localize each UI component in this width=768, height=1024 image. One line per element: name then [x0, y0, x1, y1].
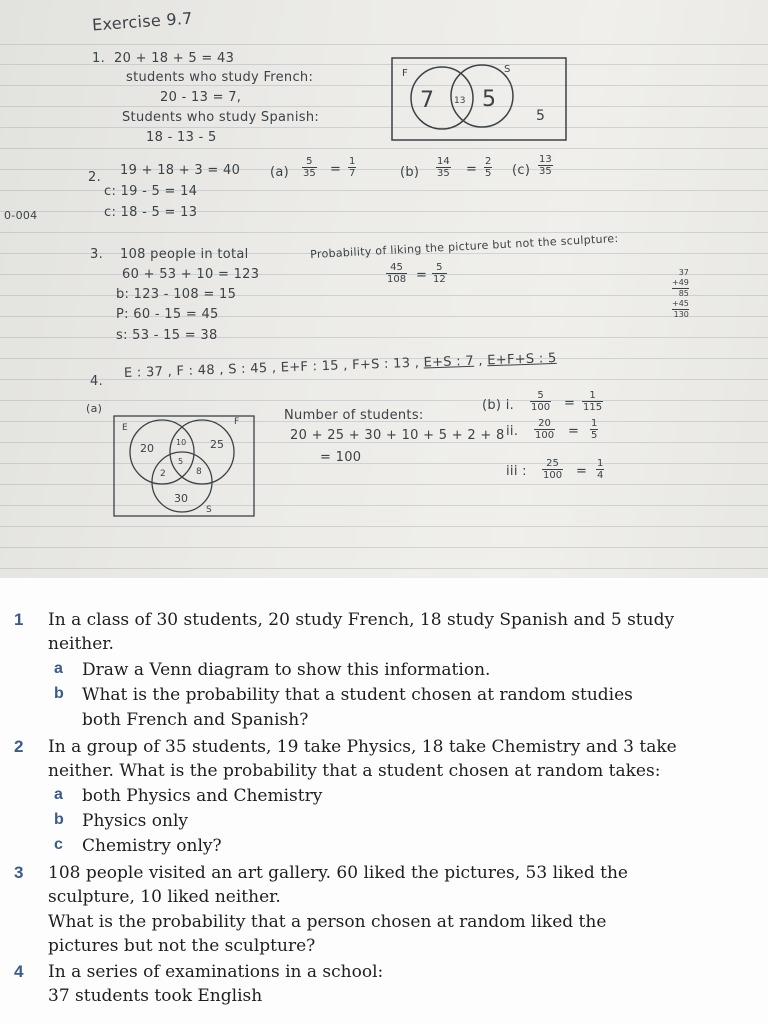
venn2-efs: 5 — [178, 457, 184, 466]
tb-q1-line1: In a class of 30 students, 20 study French, 18 study Spanish and 5 study — [48, 610, 675, 630]
textbook-page — [0, 578, 768, 1024]
q2-number: 2. — [88, 170, 102, 185]
q3-line2: 60 + 53 + 10 = 123 — [122, 267, 260, 282]
margin-note: 0-004 — [4, 209, 38, 222]
q4b-label: (b) i. — [482, 398, 515, 413]
q2c-fraction: $\frac{13}{35}$ — [539, 154, 552, 177]
q4a-label: (a) — [86, 402, 103, 415]
q1-line5: 18 - 13 - 5 — [146, 130, 217, 145]
q4bi-result: $\frac{1}{115}$ — [583, 390, 603, 413]
q4-count-line3: = 100 — [320, 450, 362, 465]
venn1-label-f: F — [402, 68, 408, 79]
tb-q2-number: 2 — [14, 737, 24, 756]
venn2-e-only: 20 — [140, 442, 154, 455]
q4-totals: E : 37 , F : 48 , S : 45 , E+F : 15 , F+S : 13 , E+S : 7 , E+F+S : 5 — [123, 350, 557, 381]
q2b-fraction: $\frac{14}{35}$ — [437, 156, 450, 179]
q3-number: 3. — [90, 247, 104, 262]
q4bii-result: $\frac{1}{5}$ — [591, 418, 598, 441]
tb-q2a-text: both Physics and Chemistry — [82, 786, 323, 806]
venn2-f-only: 25 — [210, 438, 224, 451]
q4bii-fraction: $\frac{20}{100}$ — [535, 418, 555, 441]
tb-q3-line2: sculpture, 10 liked neither. — [48, 887, 281, 907]
venn1-neither: 5 — [536, 108, 545, 124]
q2b-result: $\frac{2}{5}$ — [485, 156, 492, 179]
venn1-label-s: S — [504, 64, 511, 75]
tb-q1b-line1: What is the probability that a student chosen at random studies — [82, 685, 633, 705]
tb-q1-number: 1 — [14, 610, 24, 629]
q4biii-label: iii : — [506, 464, 527, 479]
tb-q3-number: 3 — [14, 863, 24, 882]
tb-q1a-text: Draw a Venn diagram to show this information. — [82, 660, 491, 680]
q1-line4: Students who study Spanish: — [122, 110, 320, 125]
venn2-es: 2 — [160, 469, 166, 479]
q2a-result: $\frac{1}{7}$ — [349, 156, 356, 179]
tb-q4-line1: In a series of examinations in a school: — [48, 962, 384, 982]
q2-line1: 19 + 18 + 3 = 40 — [120, 163, 241, 178]
tb-q3-line1: 108 people visited an art gallery. 60 liked the pictures, 53 liked the — [48, 863, 628, 883]
venn2-label-e: E — [122, 423, 128, 433]
q3-line3: b: 123 - 108 = 15 — [116, 287, 237, 302]
venn1-spanish-only: 5 — [482, 87, 496, 112]
tb-q2c-text: Chemistry only? — [82, 836, 222, 856]
tb-q2-line1: In a group of 35 students, 19 take Physics, 18 take Chemistry and 3 take — [48, 737, 677, 757]
q1-line3: 20 - 13 = 7, — [160, 90, 242, 105]
tb-q2b-text: Physics only — [82, 811, 189, 831]
q3-side-working: 37 +49 85 +45 130 — [672, 268, 689, 319]
q4bii-label: ii. — [506, 424, 519, 439]
q3-result: $\frac{5}{12}$ — [433, 262, 446, 285]
q3-equals: = — [416, 268, 428, 283]
tb-q3-line3: What is the probability that a person chosen at random liked the — [48, 912, 607, 932]
q4-count-line1: Number of students: — [284, 408, 424, 423]
tb-q4-line2: 37 students took English — [48, 986, 263, 1006]
notebook-photo: Exercise 9.7 0-004 1. 20 + 18 + 5 = 43 students who study French: 20 - 13 = 7, Students who study Spanish: 18 - 13 - 5 F S 7 13 5 5 2. 19 + 18 + 3 = 40 c: 19 - 5 = 14 c: 18 - 5 = 13 (a) $\frac{5}{35}$ = $\frac{1}{7}$ (b) $\frac{14}{35}$ = $\frac{2}{5}$ (c) $\frac{13}{35}$ 3. 108 people in total 60 + 53 + 10 = 123 b: 123 - 108 = 15 P: 60 - 15 = 45 s: 53 - 15 = 38 Probability of liking the picture but not the sculpture: $\frac{45}{108}$ = $\frac{5}{12}$ 37 +49 85 +45 130 4. E : 37 , F : 48 , S : 45 , E+F : 15 , F+S : 13 , E+S : 7 , E+F+S : 5 (a) E F S 20 10 25 5 2 8 30 Number of students: 20 + 25 + 30 + 10 + 5 + 2 + 8 = 100 (b) i. $\frac{5}{100}$ = $\frac{1}{115}$ ii. $\frac{20}{100}$ = $\frac{1}{5}$ iii : $\frac{25}{100}$ = $\frac{1}{4}$ — [0, 0, 768, 578]
q2-line3: c: 18 - 5 = 13 — [104, 205, 198, 220]
venn2-label-s: S — [206, 505, 212, 515]
q3-line5: s: 53 - 15 = 38 — [116, 328, 218, 343]
q4-number: 4. — [90, 374, 104, 389]
q1-line2: students who study French: — [126, 70, 314, 85]
tb-q2c-letter: c — [54, 836, 63, 853]
q2a-equals: = — [330, 162, 342, 177]
tb-q4-number: 4 — [14, 962, 24, 981]
q3-line1: 108 people in total — [120, 247, 249, 262]
tb-q3-line4: pictures but not the sculpture? — [48, 936, 316, 956]
tb-q2a-letter: a — [54, 786, 63, 803]
exercise-heading: Exercise 9.7 — [91, 8, 194, 35]
q2b-equals: = — [466, 162, 478, 177]
q4-venn-diagram — [110, 410, 260, 520]
q2b-label: (b) — [400, 165, 420, 180]
q4bi-fraction: $\frac{5}{100}$ — [531, 390, 551, 413]
q4-count-line2: 20 + 25 + 30 + 10 + 5 + 2 + 8 — [290, 428, 505, 443]
q3-fraction: $\frac{45}{108}$ — [387, 262, 407, 285]
tb-q1b-letter: b — [54, 685, 64, 702]
tb-q1a-letter: a — [54, 660, 63, 677]
q3-probability-text: Probability of liking the picture but not the sculpture: — [309, 231, 619, 262]
venn1-french-only: 7 — [420, 88, 434, 113]
q4-totals-efs: E+F+S : 5 — [486, 350, 557, 369]
q2c-label: (c) — [512, 163, 531, 178]
venn2-fs: 8 — [196, 467, 202, 477]
venn2-ef: 10 — [176, 438, 187, 447]
q4biii-fraction: $\frac{25}{100}$ — [543, 458, 563, 481]
venn1-both: 13 — [454, 96, 466, 106]
tb-q2b-letter: b — [54, 811, 64, 828]
venn2-label-f: F — [234, 417, 240, 427]
tb-q1-line2: neither. — [48, 634, 114, 654]
q4-totals-es: E+S : 7 — [423, 353, 475, 371]
q4-totals-text: E : 37 , F : 48 , S : 45 , E+F : 15 , F+S : 13 , — [123, 355, 420, 381]
q2a-fraction: $\frac{5}{35}$ — [303, 156, 316, 179]
q3-line4: P: 60 - 15 = 45 — [116, 307, 219, 322]
q1-line1: 20 + 18 + 5 = 43 — [114, 51, 235, 66]
q2-line2: c: 19 - 5 = 14 — [104, 184, 198, 199]
tb-q2-line2: neither. What is the probability that a student chosen at random takes: — [48, 761, 661, 781]
tb-q1b-line2: both French and Spanish? — [82, 710, 309, 730]
q2a-label: (a) — [270, 165, 290, 180]
venn2-s-only: 30 — [174, 492, 188, 505]
q1-venn-diagram — [390, 56, 570, 144]
q4biii-result: $\frac{1}{4}$ — [597, 458, 604, 481]
q1-number: 1. — [92, 51, 106, 66]
